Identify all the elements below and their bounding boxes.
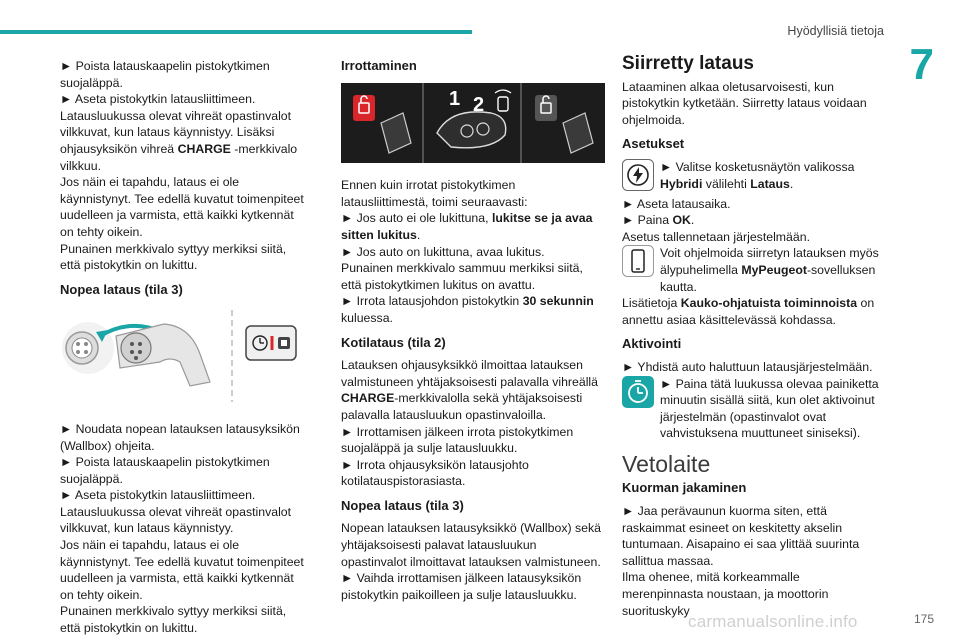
paragraph: Latauksen ohjausyksikkö ilmoittaa latauksen valmistuneen yhtäjaksoisesti palavalla vihreällä CHARGE-merkkivalolla sekä yhtäjaksoisesti palavalla latausluukun opastinvaloilla.	[341, 358, 599, 422]
column-1	[60, 58, 310, 637]
paragraph: ► Paina tätä luukussa olevaa painiketta minuutin sisällä siitä, kun olet aktivoinut järjestelmän (opastinvalot ovat vahvistuksena muuttuneet siniseksi).	[660, 376, 879, 441]
smartphone-icon	[622, 245, 654, 282]
charging-icon	[622, 159, 654, 196]
paragraph: ► Irrota latausjohdon pistokytkin 30 sekunnin kuluessa.	[341, 294, 594, 325]
paragraph: ► Valitse kosketusnäytön valikossa Hybridi välilehti Lataus.	[660, 159, 855, 191]
paragraph: ► Paina OK.	[622, 213, 695, 228]
header-accent-bar	[0, 30, 472, 34]
paragraph: Jos näin ei tapahdu, lataus ei ole käynnistynyt. Tee edellä kuvatut toimenpiteet uudelleen ja varmista, että kaikki kytkennät on tehty oikein.	[60, 538, 304, 602]
heading-load-distribution: Kuorman jakaminen	[622, 480, 747, 496]
paragraph: ► Irrota ohjausyksikön latausjohto kotilatauspistorasiasta.	[341, 457, 529, 489]
heading-home-charging: Kotilataus (tila 2)	[341, 334, 446, 350]
figure-label-2: 2	[473, 93, 485, 116]
paragraph: Latausluukussa olevat vihreät opastinvalot vilkkuvat, kun lataus käynnistyy.	[60, 504, 292, 536]
paragraph: ► Poista latauskaapelin pistokytkimen suojaläppä.	[60, 455, 270, 486]
figure-label-1: 1	[449, 87, 461, 110]
paragraph: ► Noudata nopean latauksen latausyksikön (Wallbox) ohjeita.	[60, 421, 300, 453]
column-2	[341, 58, 605, 603]
paragraph: Punainen merkkivalo syttyy merkiksi siitä, että pistokytkin on lukittu.	[60, 241, 287, 273]
paragraph: Voit ohjelmoida siirretyn latauksen myös älypuhelimella MyPeugeot-sovelluksen kautta.	[660, 246, 879, 294]
paragraph: ► Poista latauskaapelin pistokytkimen suojaläppä.	[60, 59, 270, 90]
settings-step	[622, 159, 884, 196]
paragraph: ► Yhdistä auto haluttuun latausjärjestelmään.	[622, 359, 873, 374]
wallbox-plug-illustration	[60, 306, 310, 411]
paragraph: Jos näin ei tapahdu, lataus ei ole käynnistynyt. Tee edellä kuvatut toimenpiteet uudelleen ja varmista, että kaikki kytkennät on tehty oikein.	[60, 175, 304, 239]
column-3	[622, 53, 884, 619]
paragraph: ► Vaihda irrottamisen jälkeen latausyksikön pistokytkin paikoilleen ja sulje latausluukku.	[341, 571, 582, 602]
paragraph: Ennen kuin irrotat pistokytkimen latausliittimestä, toimi seuraavasti:	[341, 178, 528, 209]
heading-deferred-charging: Siirretty lataus	[622, 53, 754, 74]
header-title: Hyödyllisiä tietoja	[787, 24, 884, 38]
paragraph: ► Aseta pistokytkin latausliittimeen.	[60, 488, 256, 503]
heading-activation: Aktivointi	[622, 336, 682, 352]
paragraph: Punainen merkkivalo sammuu merkiksi siitä, että pistokytkimen lukitus on avattu.	[341, 261, 583, 292]
paragraph: ► Jos auto on lukittuna, avaa lukitus.	[341, 244, 545, 259]
heading-fast-charging: Nopea lataus (tila 3)	[60, 281, 183, 297]
paragraph: Latausluukussa olevat vihreät opastinvalot vilkkuvat, kun lataus käynnistyy. Lisäksi ohjausyksikön vihreä CHARGE -merkkivalo vilkkuu.	[60, 108, 298, 173]
paragraph: Punainen merkkivalo syttyy merkiksi siitä, että pistokytkin on lukittu.	[60, 604, 287, 636]
paragraph: Asetus tallennetaan järjestelmään.	[622, 229, 810, 244]
paragraph: ► Jos auto ei ole lukittuna, lukitse se ja avaa sitten lukitus.	[341, 211, 593, 242]
heading-settings: Asetukset	[622, 136, 685, 152]
paragraph: Lisätietoja Kauko-ohjatuista toiminnoista on annettu asiaa käsittelevässä kohdassa.	[622, 296, 875, 327]
unlock-illustration	[341, 83, 605, 168]
heading-fast-charging: Nopea lataus (tila 3)	[341, 497, 464, 513]
paragraph: ► Aseta latausaika.	[622, 196, 731, 211]
heading-removal: Irrottaminen	[341, 58, 417, 73]
paragraph: Ilma ohenee, mitä korkeammalle merenpinnasta noustaan, ja moottorin suorituskyky	[622, 570, 829, 618]
paragraph: ► Jaa perävaunun kuorma siten, että raskaimmat esineet on keskitetty akselin tuntumaan. Aisapaino ei saa ylittää suurinta sallittua massaa.	[622, 504, 860, 568]
timer-button-icon	[622, 376, 654, 413]
watermark: carmanualsonline.info	[688, 612, 858, 631]
paragraph: ► Irrottamisen jälkeen irrota pistokytkimen suojaläppä ja sulje latausluukku.	[341, 424, 574, 456]
paragraph: ► Aseta pistokytkin latausliittimeen.	[60, 92, 256, 107]
paragraph: Lataaminen alkaa oletusarvoisesti, kun pistokytkin kytketään. Siirretty lataus voidaan ohjelmoida.	[622, 79, 867, 127]
page-number: 175	[913, 612, 934, 626]
smartphone-note	[622, 245, 884, 295]
paragraph: Nopean latauksen latausyksikkö (Wallbox) sekä yhtäjaksoisesti palavat latausluukun opastinvalot ilmoittavat latauksen valmistuneen.	[341, 521, 601, 569]
chapter-number: 7	[909, 40, 934, 89]
heading-towing: Vetolaite	[622, 450, 711, 477]
activation-step	[622, 376, 884, 442]
